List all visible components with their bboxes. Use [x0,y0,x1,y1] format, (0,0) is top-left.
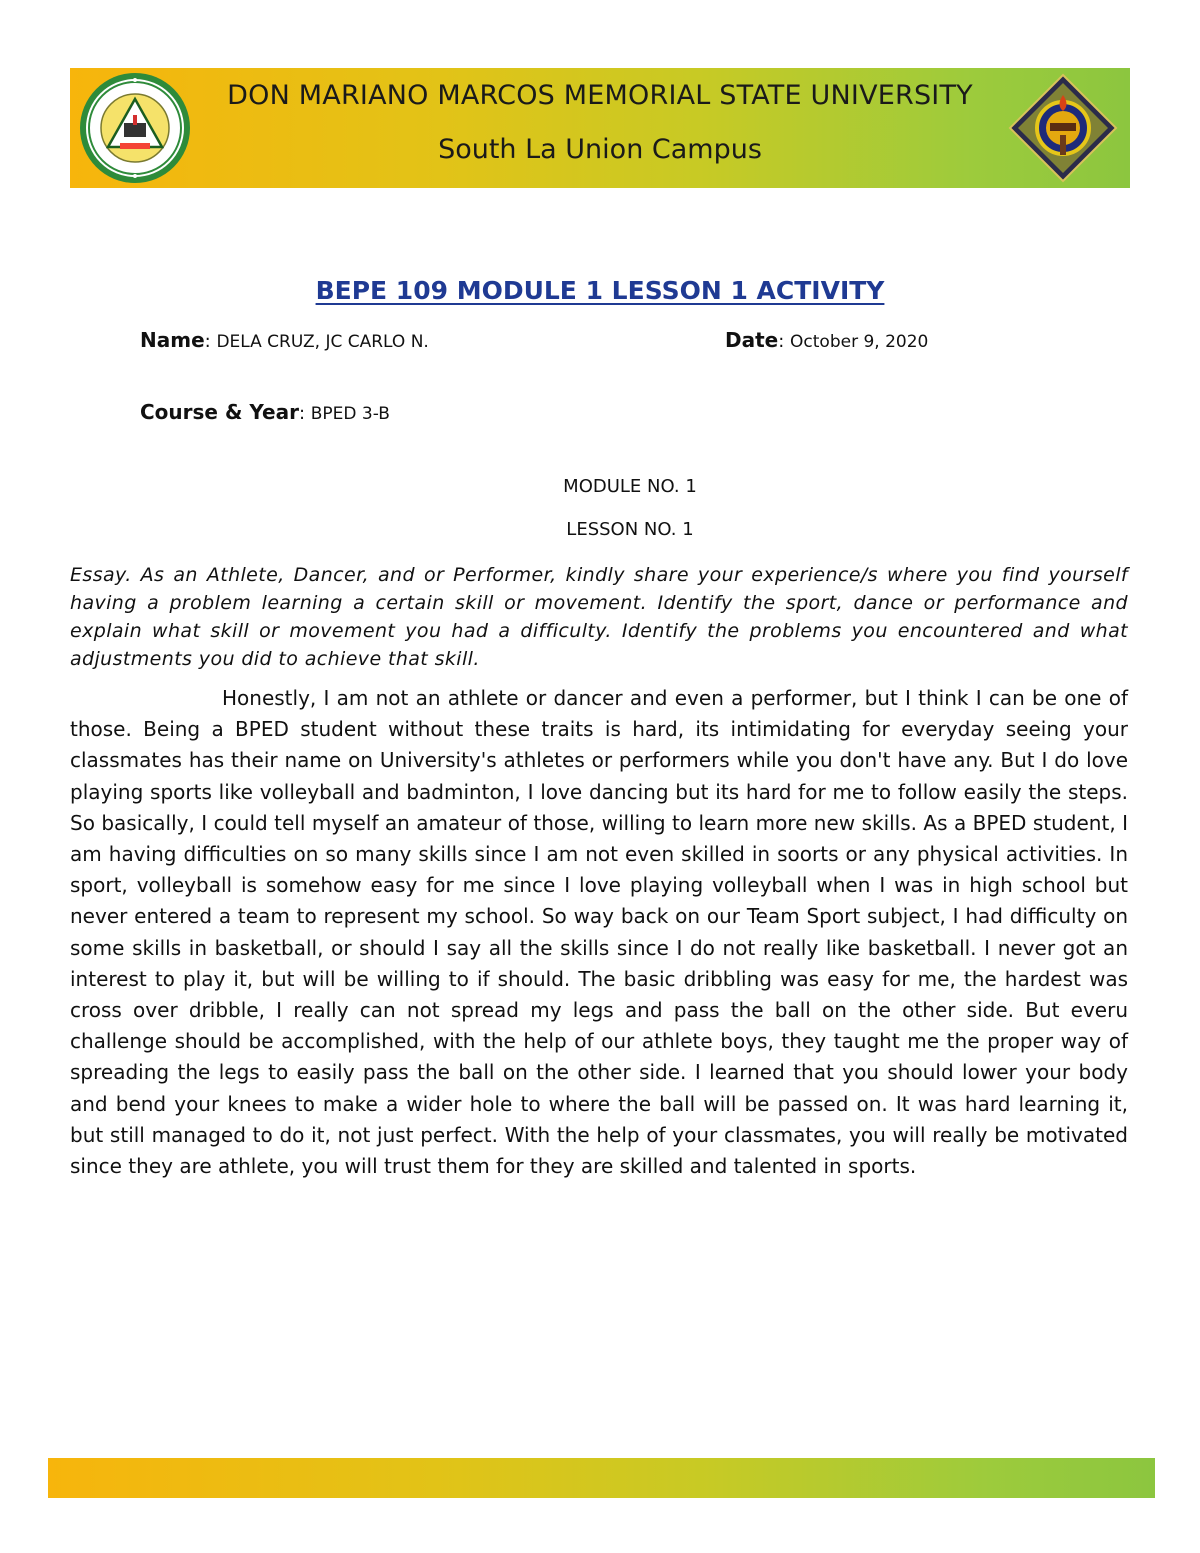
essay-prompt: Essay. As an Athlete, Dancer, and or Performer, kindly share your experience/s where you find yourself having a problem learning a certain skill or movement. Identify the sport, dance or performance and explain what skill or movement you had a difficulty. Identify the problems you encountered and what adjustments you did to achieve that skill. [70,564,1128,670]
university-name: DON MARIANO MARCOS MEMORIAL STATE UNIVERSITY [227,80,973,111]
footer-band [48,1458,1155,1498]
campus-name: South La Union Campus [438,134,762,165]
date-label: Date [725,328,779,352]
essay-body: Honestly, I am not an athlete or dancer and even a performer, but I think I can be one of those. Being a BPED student without these traits is hard, its intimidating for everyday seeing your classmates has their name on University's athletes or performers while you don't have any. But I do love playing sports like volleyball and badminton, I love dancing but its hard for me to follow easily the steps. So basically, I could tell myself an amateur of those, willing to learn more new skills. As a BPED student, I am having difficulties on so many skills since I am not even skilled in soorts or any physical activities. In sport, volleyball is somehow easy for me since I love playing volleyball when I was in high school but never entered a team to represent my school. So way back on our Team Sport subject, I had difficulty on some skills in basketball, or should I say all the skills since I do not really like basketball. I never got an interest to play it, but will be willing to if should. The basic dribbling was easy for me, the hardest was cross over dribble, I really can not spread my legs and pass the ball on the other side. But everu challenge should be accomplished, with the help of our athlete boys, they taught me the proper way of spreading the legs to easily pass the ball on the other side. I learned that you should lower your body and bend your knees to make a wider hole to where the ball will be passed on. It was hard learning it, but still managed to do it, not just perfect. With the help of your classmates, you will really be motivated since they are athlete, you will trust them for they are skilled and talented in sports. [70,686,1128,1179]
activity-title: BEPE 109 MODULE 1 LESSON 1 ACTIVITY [315,276,885,305]
name-field: Name: DELA CRUZ, JC CARLO N. [140,328,429,352]
header-band [70,68,1130,188]
date-field: Date: October 9, 2020 [725,328,929,352]
name-label: Name [140,328,205,352]
lesson-number: LESSON NO. 1 [566,519,694,540]
course-field: Course & Year: BPED 3-B [140,400,390,424]
course-label: Course & Year [140,400,299,424]
campus-seal-logo [1008,73,1118,183]
name-value: DELA CRUZ, JC CARLO N. [216,332,429,352]
module-number: MODULE NO. 1 [563,476,697,497]
date-value: October 9, 2020 [790,332,929,352]
course-value: BPED 3-B [310,404,390,424]
